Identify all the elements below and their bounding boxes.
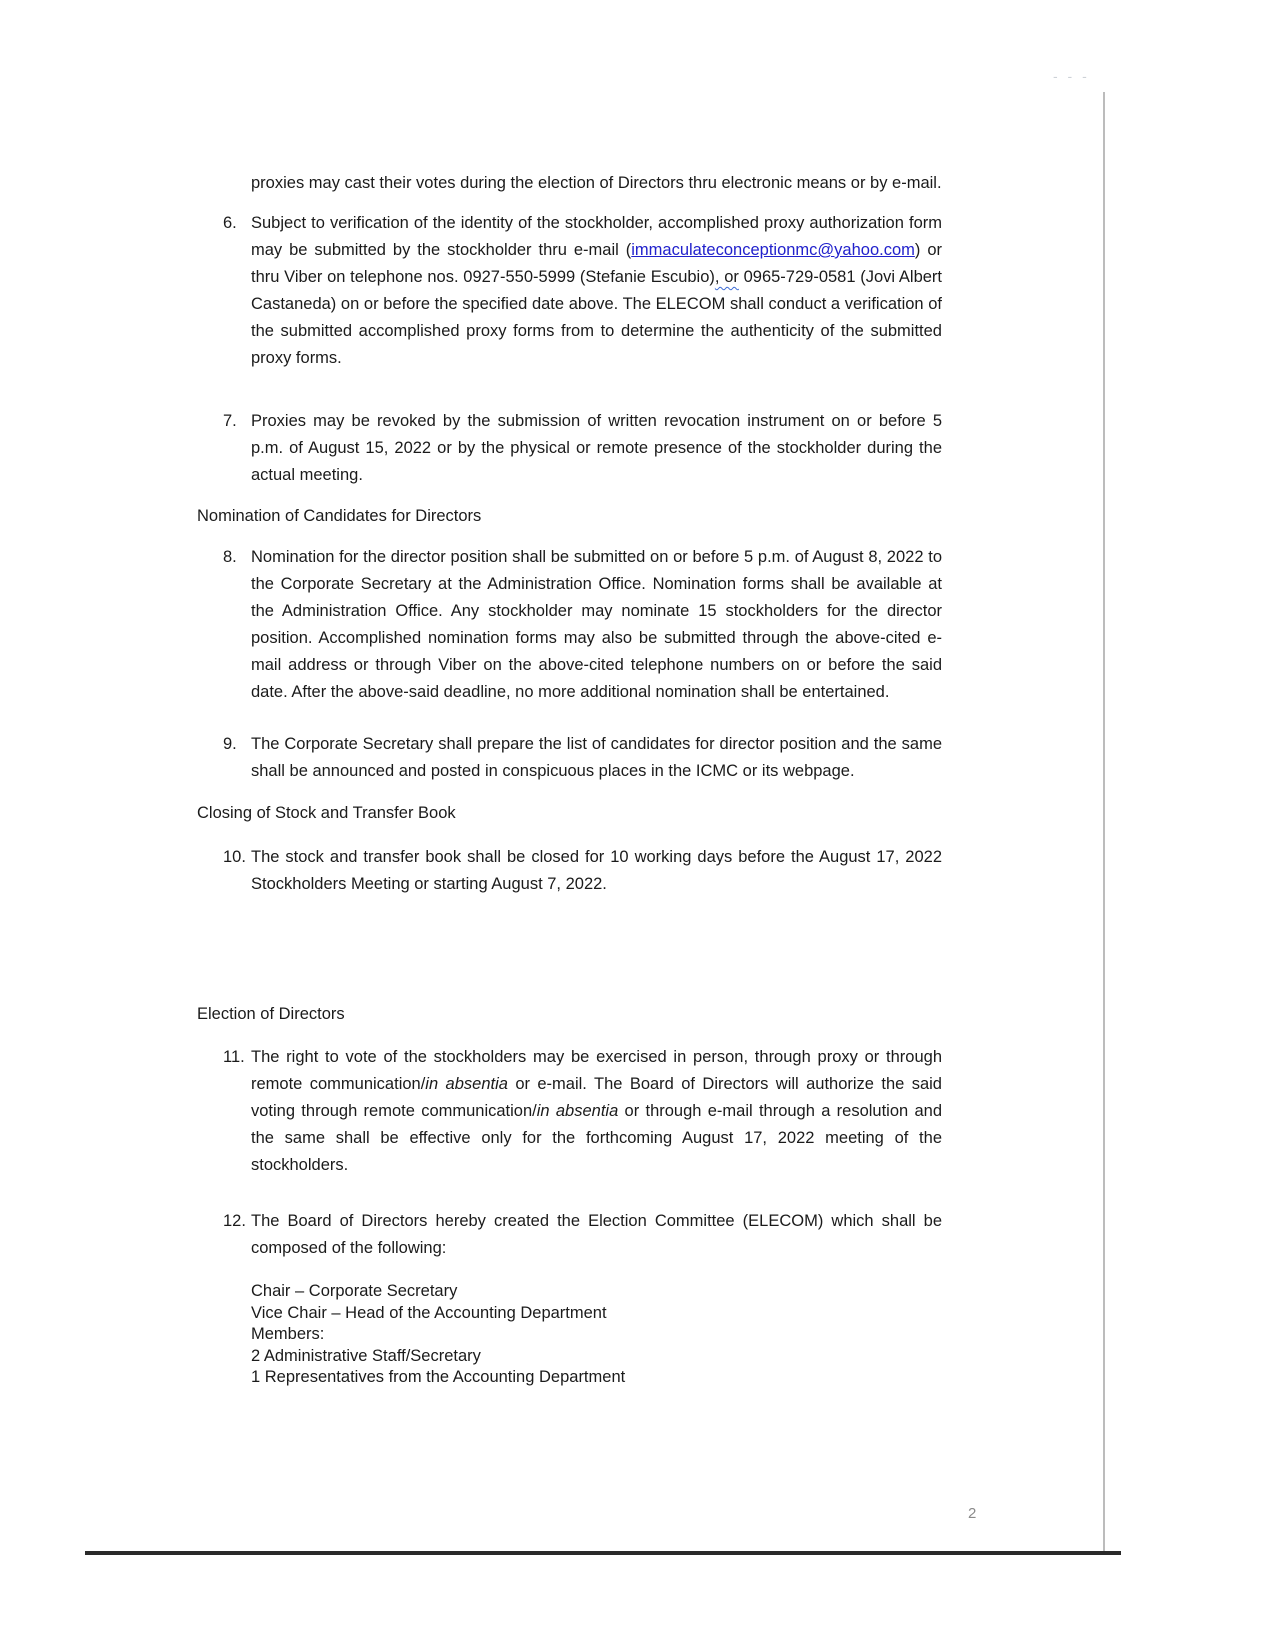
list-item-8 (197, 544, 942, 706)
item-7-text: Proxies may be revoked by the submission of written revocation instrument on or before 5 p.m. of August 15, 2022 or by the physical or remote presence of the stockholder during the actual meeting. (251, 412, 942, 484)
item-12-text: The Board of Directors hereby created the Election Committee (ELECOM) which shall be composed of the following: (251, 1212, 942, 1257)
item-number: 12. (223, 1212, 246, 1230)
item-11-text-2: or e-mail. The Board of Directors will authorize the said voting through remote communication/ (251, 1075, 942, 1120)
item-6-grammar-flagged-text: , or (714, 268, 739, 286)
list-item-10 (197, 844, 942, 898)
committee-list (197, 1281, 942, 1389)
item-6-text-2: ) or thru Viber on telephone nos. 0927-550-5999 (Stefanie Escubio) (251, 241, 943, 286)
list-item-9 (197, 731, 942, 785)
item-number: 8. (223, 548, 237, 566)
section-heading-election: Election of Directors (197, 1005, 345, 1023)
item-6-text-1: Subject to verification of the identity of the stockholder, accomplished proxy authorization form may be submitted by the stockholder thru e-mail ( (251, 214, 942, 259)
item-9-text: The Corporate Secretary shall prepare the list of candidates for director position and the same shall be announced and posted in conspicuous places in the ICMC or its webpage. (251, 735, 942, 780)
committee-line-chair: Chair – Corporate Secretary (251, 1282, 458, 1300)
item-6-text-3: 0965-729-0581 (Jovi Albert Castaneda) on or before the specified date above. The ELECOM shall conduct a verification of the submitted accomplished proxy forms from to determine the authenticity of the submitted proxy forms. (251, 268, 942, 367)
item-11-italic-2: in absentia (536, 1102, 619, 1120)
item-8-text: Nomination for the director position shall be submitted on or before 5 p.m. of August 8, 2022 to the Corporate Secretary at the Administration Office. Nomination forms shall be available at the Administration Office. Any stockholder may nominate 15 stockholders for the director position. Accomplished nomination forms may also be submitted through the above-cited e-mail address or through Viber on the above-cited telephone numbers on or before the said date. After the above-said deadline, no more additional nomination shall be entertained. (251, 548, 942, 701)
list-item-12 (197, 1208, 942, 1262)
item-11-text-3: or through e-mail through a resolution and the same shall be effective only for the forthcoming August 17, 2022 meeting of the stockholders. (251, 1102, 943, 1174)
committee-line-vice-chair: Vice Chair – Head of the Accounting Department (251, 1303, 607, 1322)
bottom-divider (85, 1551, 1121, 1555)
paragraph-continuation: proxies may cast their votes during the election of Directors thru electronic means or by e-mail. (251, 174, 942, 192)
item-10-text: The stock and transfer book shall be closed for 10 working days before the August 17, 2022 Stockholders Meeting or starting August 7, 2022. (251, 848, 942, 893)
list-item-7 (197, 408, 942, 489)
item-11-text-1: The right to vote of the stockholders may be exercised in person, through proxy or through remote communication/ (251, 1048, 942, 1093)
committee-line-representatives: 1 Representatives from the Accounting Department (251, 1368, 626, 1386)
list-item-6 (197, 210, 942, 372)
item-number: 6. (223, 214, 237, 232)
item-number: 9. (223, 735, 237, 753)
item-number: 11. (223, 1048, 245, 1066)
section-heading-nomination: Nomination of Candidates for Directors (197, 507, 482, 525)
email-link[interactable]: immaculateconceptionmc@yahoo.com (631, 241, 915, 259)
section-heading-closing: Closing of Stock and Transfer Book (197, 804, 456, 822)
item-number: 7. (223, 412, 237, 430)
ellipsis-dots: - - - (1053, 68, 1090, 84)
page-number: 2 (968, 1505, 977, 1522)
item-11-italic-1: in absentia (425, 1075, 508, 1093)
document-body (197, 170, 942, 1389)
committee-line-admin-staff: 2 Administrative Staff/Secretary (251, 1346, 481, 1365)
list-item-11 (197, 1044, 942, 1179)
committee-line-members: Members: (251, 1325, 325, 1343)
scrollbar-track[interactable] (1103, 92, 1105, 1552)
item-number: 10. (223, 848, 246, 866)
